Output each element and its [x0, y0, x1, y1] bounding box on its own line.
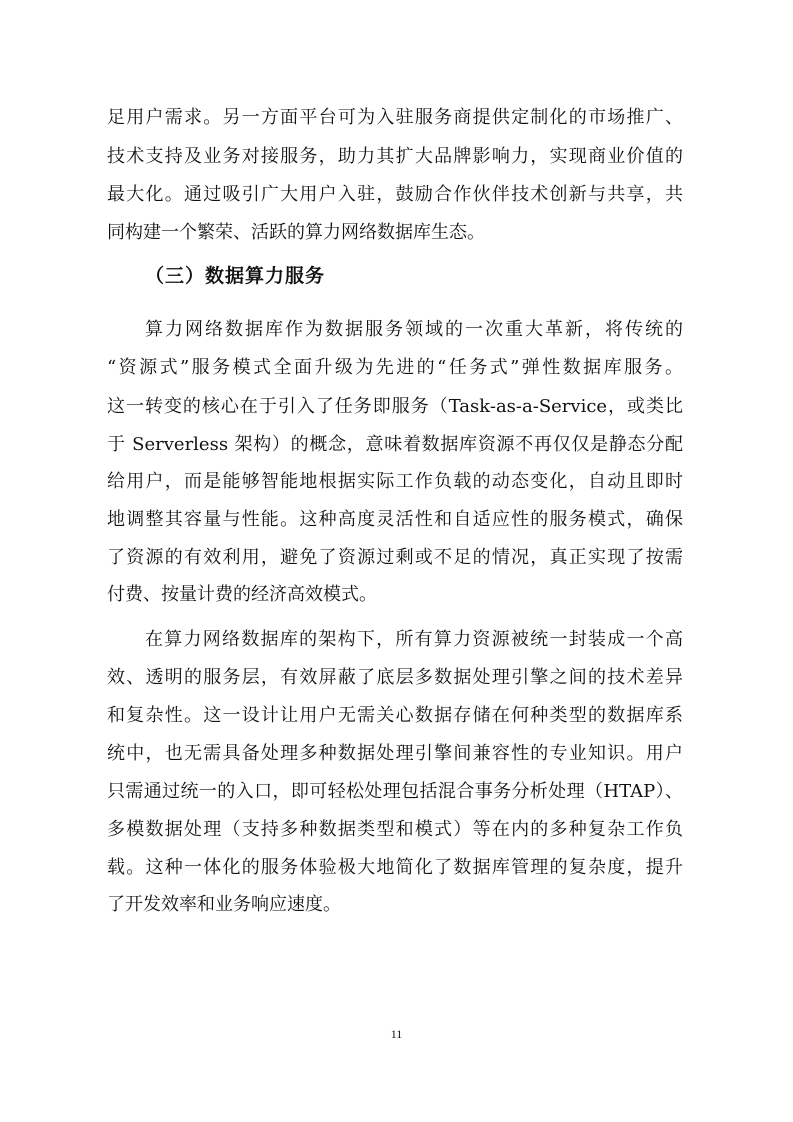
- paragraph-2-line-4: 于 Serverless 架构）的概念，意味着数据库资源不再仅仅是静态分配: [107, 434, 683, 455]
- page-number: 11: [390, 1027, 403, 1041]
- paragraph-2-line-3: 这一转变的核心在于引入了任务即服务（Task-as-a-Service，或类比: [107, 396, 683, 417]
- paragraph-3-line-4: 统中，也无需具备处理多种数据处理引擎间兼容性的专业知识。用户: [107, 743, 683, 764]
- section-heading: （三）数据算力服务: [145, 265, 326, 287]
- paragraph-2-line-2: “资源式”服务模式全面升级为先进的“任务式”弹性数据库服务。: [107, 357, 683, 378]
- paragraph-2-line-8: 付费、按量计费的经济高效模式。: [107, 584, 377, 605]
- paragraph-2-line-1: 算力网络数据库作为数据服务领域的一次重大革新，将传统的: [145, 319, 683, 340]
- paragraph-3-line-1: 在算力网络数据库的架构下，所有算力资源被统一封装成一个高: [145, 629, 683, 650]
- paragraph-3-line-7: 载。这种一体化的服务体验极大地简化了数据库管理的复杂度，提升: [107, 857, 683, 878]
- paragraph-3-line-8: 了开发效率和业务响应速度。: [107, 894, 341, 915]
- paragraph-2-line-7: 了资源的有效利用，避免了资源过剩或不足的情况，真正实现了按需: [107, 547, 683, 568]
- paragraph-1-line-3: 最大化。通过吸引广大用户入驻，鼓励合作伙伴技术创新与共享，共: [107, 184, 683, 205]
- paragraph-2-line-6: 地调整其容量与性能。这种高度灵活性和自适应性的服务模式，确保: [107, 509, 683, 530]
- paragraph-1-line-2: 技术支持及业务对接服务，助力其扩大品牌影响力，实现商业价值的: [107, 146, 683, 167]
- paragraph-3-line-3: 和复杂性。这一设计让用户无需关心数据存储在何种类型的数据库系: [107, 705, 683, 726]
- paragraph-3-line-6: 多模数据处理（支持多种数据类型和模式）等在内的多种复杂工作负: [107, 819, 683, 840]
- paragraph-2-line-5: 给用户，而是能够智能地根据实际工作负载的动态变化，自动且即时: [107, 471, 683, 492]
- paragraph-3-line-5: 只需通过统一的入口，即可轻松处理包括混合事务分析处理（HTAP）、: [107, 781, 683, 802]
- paragraph-1-line-4: 同构建一个繁荣、活跃的算力网络数据库生态。: [107, 222, 485, 243]
- paragraph-1-line-1: 足用户需求。另一方面平台可为入驻服务商提供定制化的市场推广、: [107, 107, 683, 128]
- paragraph-3-line-2: 效、透明的服务层，有效屏蔽了底层多数据处理引擎之间的技术差异: [107, 667, 683, 688]
